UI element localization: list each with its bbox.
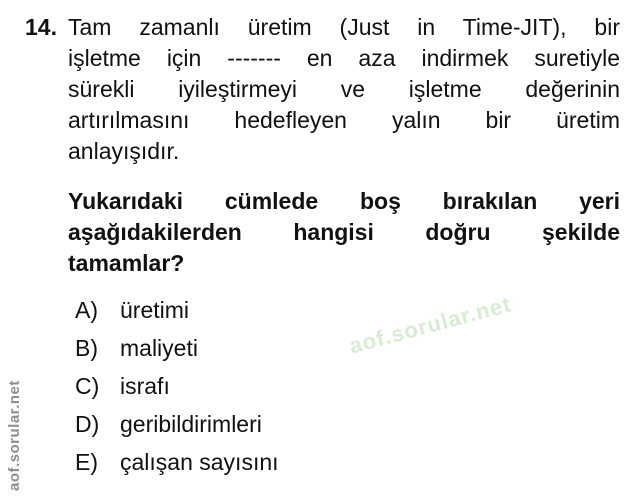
question-body-line: sürekli iyileştirmeyi ve işletme değerinin bbox=[68, 76, 620, 102]
question-number: 14. bbox=[25, 14, 57, 40]
answer-option-e bbox=[68, 443, 620, 481]
answer-option-b bbox=[68, 329, 620, 367]
question-prompt-line: aşağıdakilerden hangisi doğru şekilde bbox=[68, 219, 620, 245]
question-body-paragraph bbox=[68, 12, 620, 167]
option-letter: B) bbox=[75, 335, 98, 361]
option-letter: D) bbox=[75, 411, 100, 437]
question-text-column bbox=[68, 12, 620, 481]
option-text: israfı bbox=[120, 373, 170, 399]
question-prompt-line: Yukarıdaki cümlede boş bırakılan yeri bbox=[68, 188, 620, 214]
watermark-diagonal: aof.sorular.net bbox=[346, 291, 514, 359]
question-body-line: işletme için ------- en aza indirmek suretiyle bbox=[68, 45, 620, 71]
watermark-vertical: aof.sorular.net bbox=[6, 380, 23, 491]
option-text: çalışan sayısını bbox=[120, 449, 279, 475]
question-prompt-line: tamamlar? bbox=[68, 250, 185, 276]
option-text: geribildirimleri bbox=[120, 411, 262, 437]
question-body-line: artırılmasını hedefleyen yalın bir üretim bbox=[68, 107, 620, 133]
option-text: maliyeti bbox=[120, 335, 198, 361]
question-body-line: anlayışıdır. bbox=[68, 138, 180, 164]
answer-option-a bbox=[68, 291, 620, 329]
option-letter: C) bbox=[75, 373, 100, 399]
option-letter: A) bbox=[75, 297, 98, 323]
answer-options-list bbox=[68, 291, 620, 481]
answer-option-d bbox=[68, 405, 620, 443]
question-prompt-paragraph bbox=[68, 186, 620, 279]
answer-option-c bbox=[68, 367, 620, 405]
option-text: üretimi bbox=[120, 297, 190, 323]
question-body-line: Tam zamanlı üretim (Just in Time-JIT), bir bbox=[68, 14, 620, 40]
option-letter: E) bbox=[75, 449, 98, 475]
